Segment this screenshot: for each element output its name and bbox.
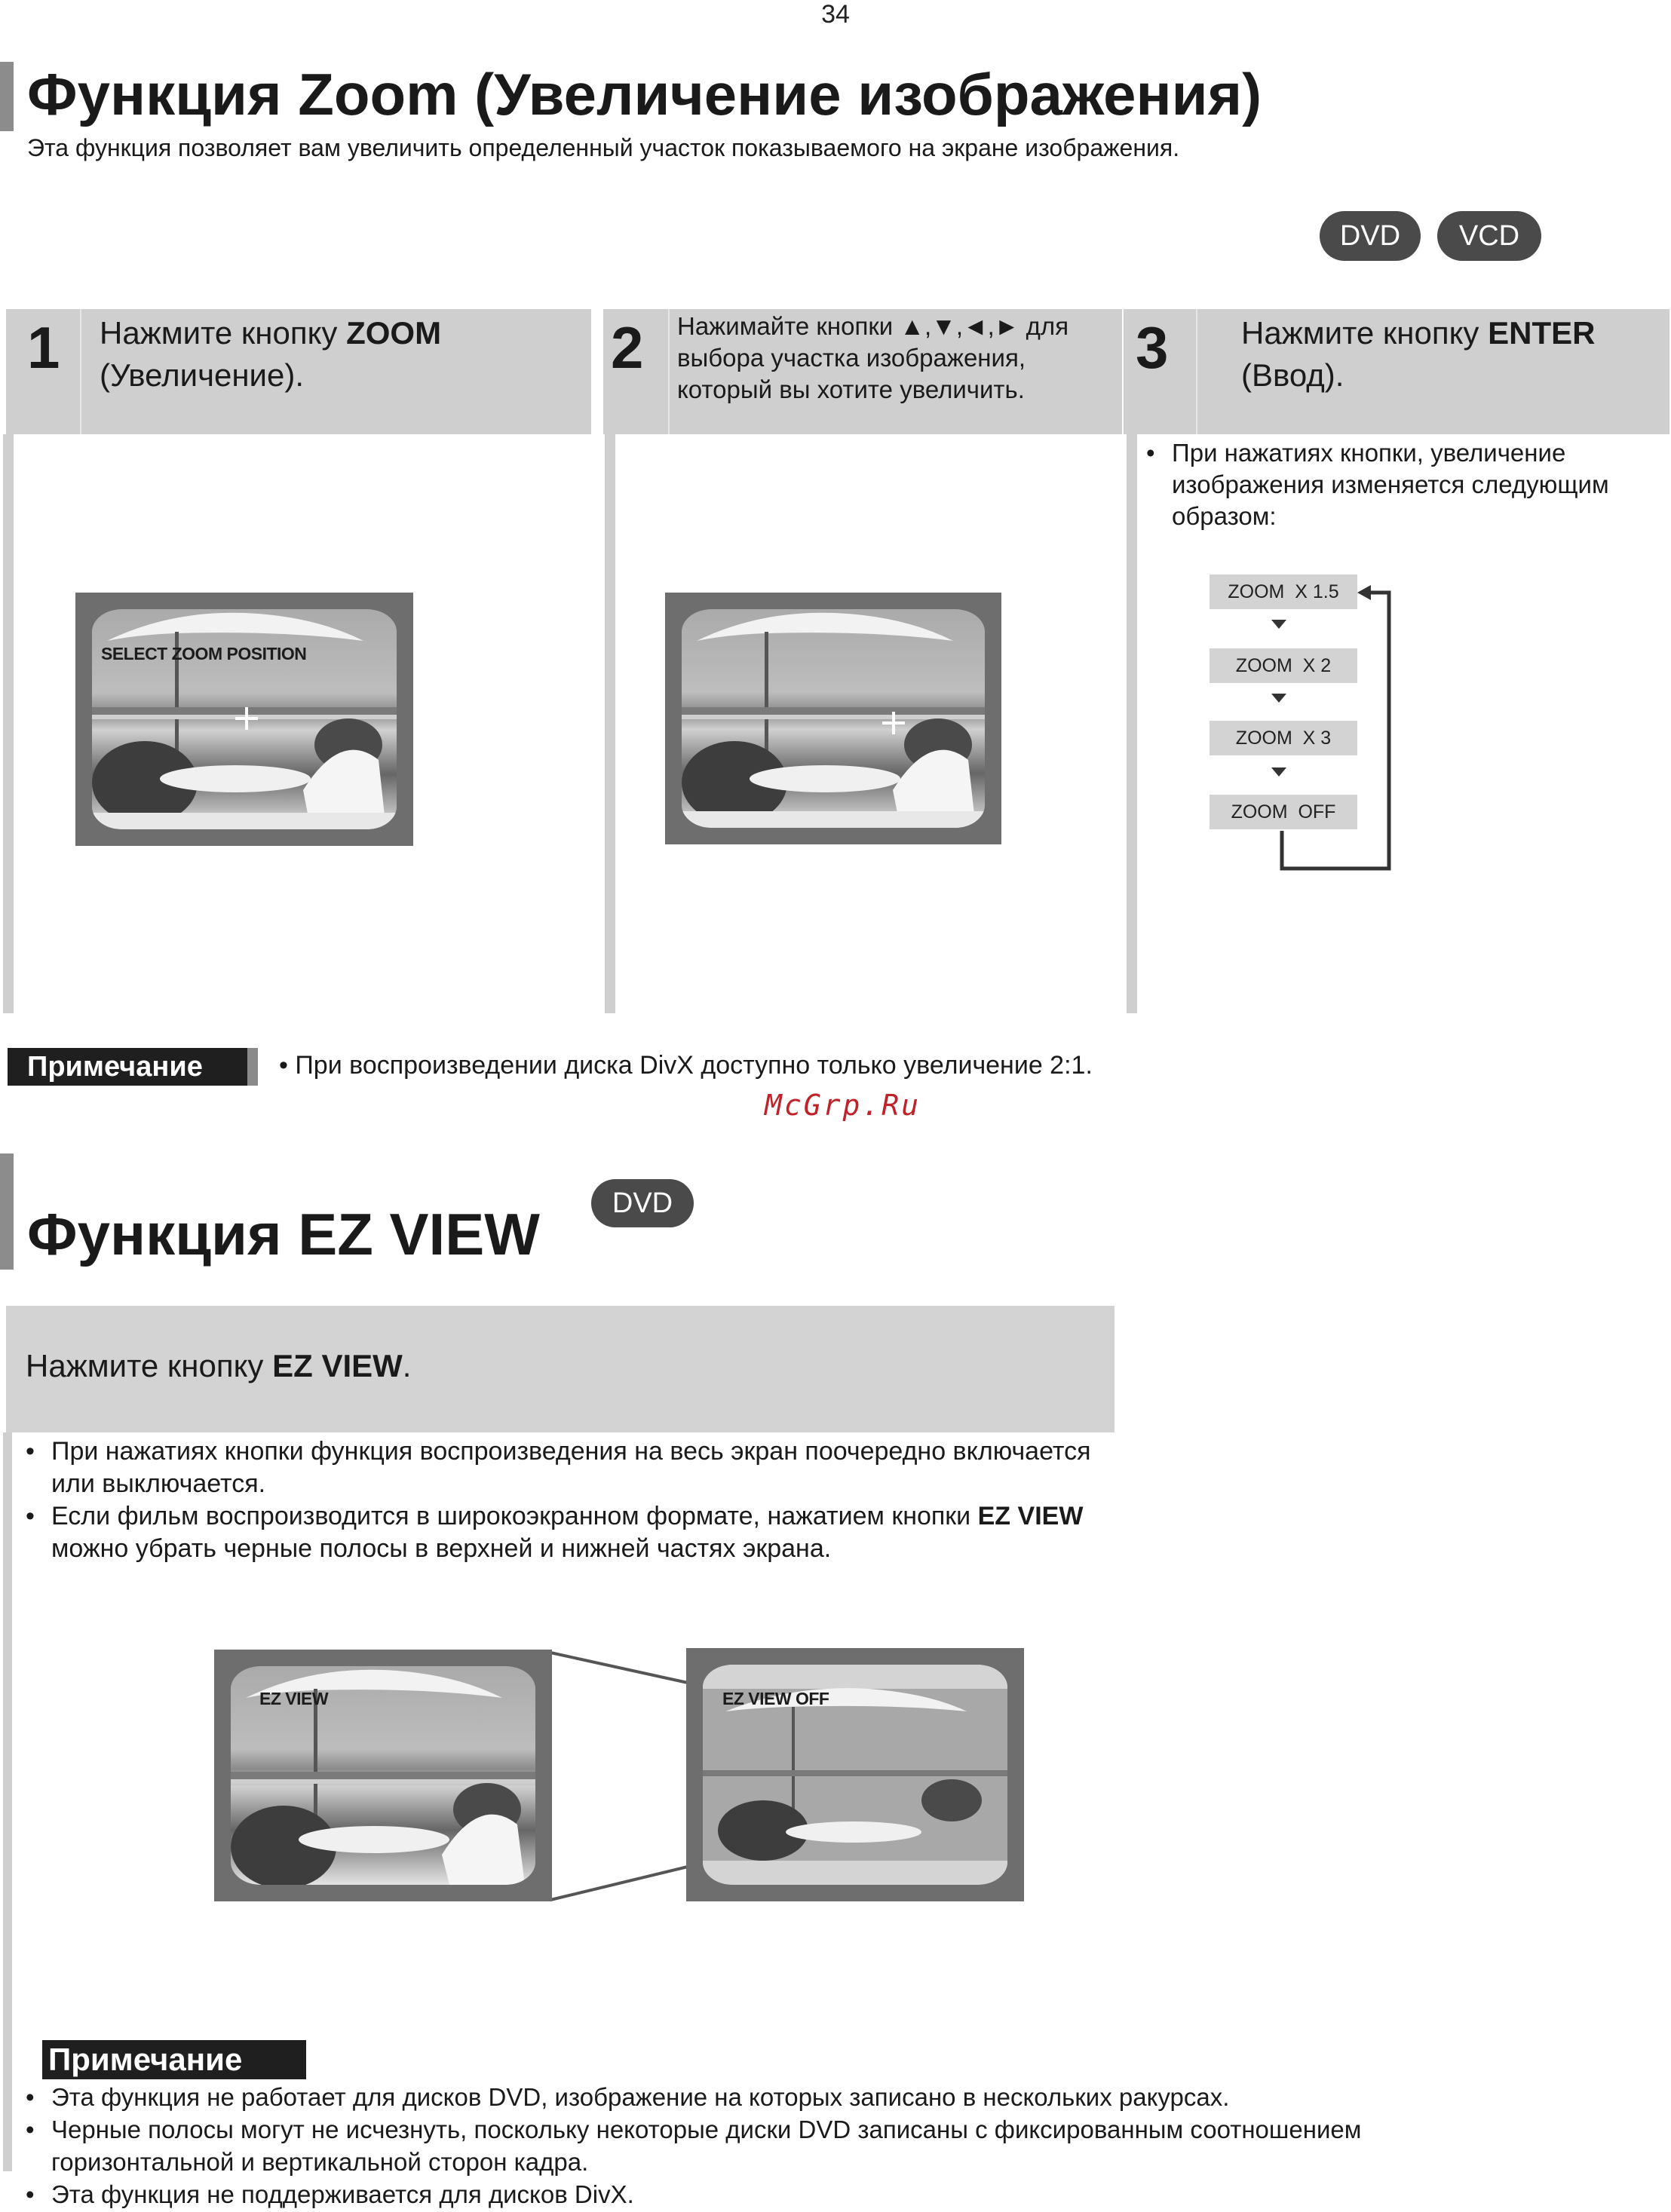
zoom-position-cursor-icon <box>235 707 258 730</box>
ezview-instruction-text: Нажмите кнопку EZ VIEW. <box>26 1348 412 1383</box>
zoom-cycle-x3: ZOOM X 3 <box>1210 721 1357 755</box>
ezview-section-title: Функция EZ VIEW <box>27 1201 540 1267</box>
list-item: • Эта функция не работает для дисков DVD, изображение на которых записано в нескольких ракурсах. <box>26 2081 1654 2113</box>
zoom-note-label: Примечание <box>8 1048 258 1086</box>
section-marker-bar <box>0 1153 14 1270</box>
list-item: • При нажатиях кнопки, увеличение изображения изменяется следующим образом: <box>1146 437 1666 532</box>
ezview-key-label: EZ VIEW <box>272 1348 403 1383</box>
step-2-column-line <box>605 434 615 1013</box>
step-2-number: 2 <box>611 314 644 381</box>
zoom-note-text: • При воспроизведении диска DivX доступно только увеличение 2:1. <box>279 1051 1093 1080</box>
step-divider <box>80 309 81 434</box>
ezview-on-screen <box>214 1650 552 1901</box>
ezview-off-osd: EZ VIEW OFF <box>722 1689 829 1708</box>
step-3-column-line <box>1127 434 1137 1013</box>
zoom-key-label: ZOOM <box>346 315 442 351</box>
patio-scene <box>682 609 985 828</box>
zoom-position-cursor-icon <box>882 712 905 734</box>
section-marker-bar <box>0 62 14 131</box>
step-2-text: Нажимайте кнопки ▲,▼,◄,► для выбора участка изображения, который вы хотите увеличить. <box>677 312 1069 403</box>
ezview-bullets <box>26 1435 1111 1565</box>
select-zoom-position-osd: SELECT ZOOM POSITION <box>101 644 307 663</box>
zoom-select-screen <box>75 593 413 846</box>
page-number: 34 <box>821 0 850 29</box>
ezview-notes <box>26 2081 1654 2210</box>
watermark: McGrp.Ru <box>765 1089 921 1122</box>
ezview-column-line <box>3 1432 12 2171</box>
step-3-bullets <box>1146 437 1666 532</box>
step-1-text: Нажмите кнопку ZOOM (Увеличение). <box>100 315 442 393</box>
dvd-badge: DVD <box>591 1179 694 1227</box>
ezview-off-screen <box>686 1648 1024 1901</box>
ezview-on-osd: EZ VIEW <box>259 1689 329 1708</box>
list-item: • Эта функция не поддерживается для дисков DivX. <box>26 2178 1654 2210</box>
step-3-number: 3 <box>1136 314 1169 381</box>
zoom-section-title: Функция Zoom (Увеличение изображения) <box>27 61 1262 127</box>
step-1-column-line <box>3 434 14 1013</box>
step-3-text: Нажмите кнопку ENTER (Ввод). <box>1241 315 1596 393</box>
list-item: • При нажатиях кнопки функция воспроизведения на весь экран поочередно включается или выключается. <box>26 1435 1111 1500</box>
enter-key-label: ENTER <box>1488 315 1596 351</box>
zoom-move-screen <box>665 593 1001 844</box>
zoom-cycle-x1-5: ZOOM X 1.5 <box>1210 574 1357 609</box>
ezview-connector-lines <box>547 1648 691 1904</box>
step-2-header <box>603 309 1122 434</box>
zoom-cycle-off: ZOOM OFF <box>1210 795 1357 829</box>
note-label-edge <box>247 1048 258 1086</box>
list-item: • Черные полосы могут не исчезнуть, поскольку некоторые диски DVD записаны с фиксированным соотношением горизонтальной и вертикальной сторон кадра. <box>26 2113 1654 2178</box>
step-divider <box>668 309 670 434</box>
scene-image <box>682 609 985 828</box>
zoom-cycle-x2: ZOOM X 2 <box>1210 648 1357 683</box>
vcd-badge: VCD <box>1437 211 1541 261</box>
zoom-cycle-return-arrow-icon <box>1274 581 1395 875</box>
step-1-header <box>6 309 591 434</box>
dvd-badge: DVD <box>1320 211 1421 261</box>
step-1-number: 1 <box>27 314 60 381</box>
zoom-section-subtitle: Эта функция позволяет вам увеличить определенный участок показываемого на экране изображения. <box>27 134 1180 161</box>
list-item: • Если фильм воспроизводится в широкоэкранном формате, нажатием кнопки EZ VIEW можно убрать черные полосы в верхней и нижней частях экрана. <box>26 1500 1111 1565</box>
step-3-header <box>1124 309 1669 434</box>
ezview-instruction-header <box>6 1306 1115 1432</box>
step-divider <box>1196 309 1197 434</box>
ezview-note-label: Примечание <box>42 2040 306 2079</box>
